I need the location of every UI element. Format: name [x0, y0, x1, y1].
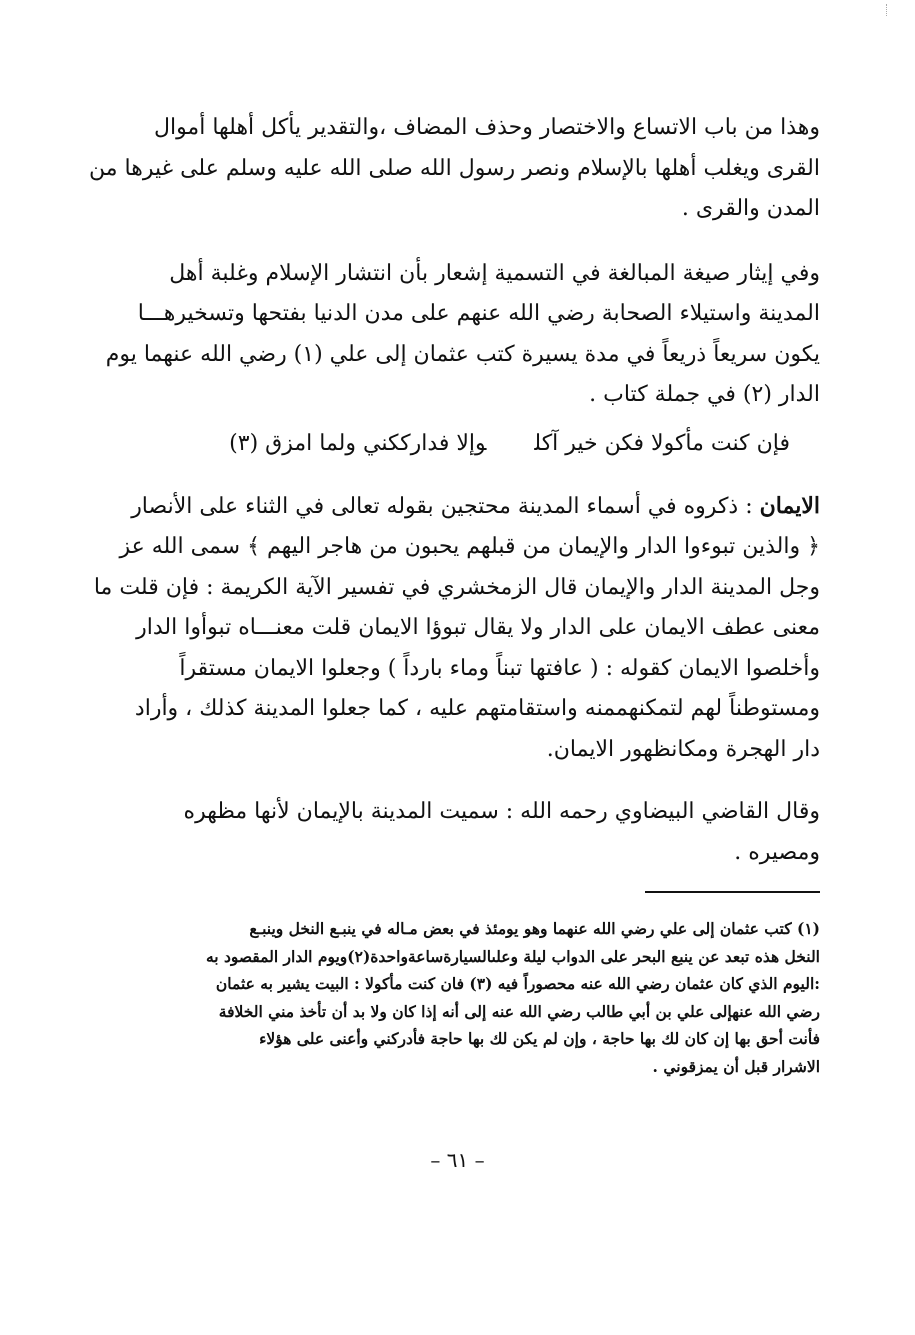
text-run: : ذكروه في أسماء المدينة محتجين بقوله تعالى في الثناء على الأنصار — [131, 493, 753, 519]
text-line: دار الهجرة ومكانظهور الايمان. — [546, 736, 820, 762]
text-line: وفي إيثار صيغة المبالغة في التسمية إشعار بأن انتشار الإسلام وغلبة أهل — [169, 260, 820, 286]
paragraph-iman — [93, 486, 820, 771]
text-line: وأخلصوا الايمان كقوله : ( عافتها تبناً وماء بارداً ) وجعلوا الايمان مستقراً — [179, 655, 820, 681]
text-line — [128, 486, 820, 528]
text-line: المدينة واستيلاء الصحابة رضي الله عنهم على مدن الدنيا بفتحها وتسخيرهـــا — [137, 301, 820, 326]
text-line: المدن والقرى . — [681, 196, 820, 221]
section-keyword: الايمان — [759, 492, 820, 519]
footnotes — [128, 915, 820, 1080]
text-line: وجل المدينة الدار والإيمان قال الزمخشري في تفسير الآية الكريمة : فإن قلت ما — [93, 574, 820, 600]
paragraph-5 — [128, 792, 820, 873]
footnote-separator — [645, 891, 820, 893]
page-number: – ٦١ – — [430, 1148, 485, 1172]
text-line: وهذا من باب الاتساع والاختصار وحذف المضاف ،والتقدير يأكل أهلها أموال — [153, 115, 820, 140]
text-line: ومستوطناً لهم لتمكنهممنه واستقامتهم عليه ، كما جعلوا المدينة كذلك ، وأراد — [134, 696, 820, 721]
scan-mark — [883, 4, 887, 16]
text-line: ومصيره . — [734, 839, 820, 865]
footnote-line: :اليوم الذي كان عثمان رضي الله عنه محصوراً فيه (٣) فان كنت مأكولا : البيت يشير به عثمان — [215, 974, 820, 993]
footnote-line: الاشرار قبل أن يمزقوني . — [652, 1056, 820, 1076]
text-line: ﴿ والذين تبوءوا الدار والإيمان من قبلهم يحبون من هاجر اليهم ﴾ سمى الله عز — [119, 534, 820, 559]
text-line: يكون سريعاً ذريعاً في مدة يسيرة كتب عثمان إلى علي (١) رضي الله عنهما يوم — [105, 341, 820, 367]
poetry-verse — [128, 424, 820, 464]
footnote-line: رضي الله عنهإلى علي بن أبي طالب رضي الله عنه إلى أنه إذا كان ولا بد أن تأخذ مني الخلافة — [218, 1001, 820, 1021]
footnote-line: (١) كتب عثمان إلى علي رضي الله عنهما وهو يومئذ في بعض مـاله في ينبـع النخل وينبـع — [249, 919, 820, 938]
verse-hemistich-1: فإن كنت مأكولا فكن خير آكل — [534, 430, 790, 456]
text-line: وقال القاضي البيضاوي رحمه الله : سميت المدينة بالإيمان لأنها مظهره — [183, 799, 820, 824]
paragraph-1 — [88, 108, 820, 230]
text-line: الدار (٢) في جملة كتاب . — [589, 382, 820, 407]
footnote-line: النخل هذه تبعد عن ينبع البحر على الدواب ليلة وعلىالسيارةساعةواحدة(٢)ويوم الدار المقصود به — [205, 946, 820, 966]
text-line: معنى عطف الايمان على الدار ولا يقال تبوؤا الايمان قلت معنـــاه تبوأوا الدار — [136, 615, 820, 640]
text-line: القرى ويغلب أهلها بالإسلام ونصر رسول الله صلى الله عليه وسلم على غيرها من — [88, 155, 820, 181]
verse-hemistich-2: وإلا فدارككني ولما امزق (٣) — [229, 430, 487, 456]
footnote-line: فأنت أحق بها إن كان لك بها حاجة ، وإن لم يكن لك بها حاجة فأدركني وأعنى على هؤلاء — [259, 1029, 820, 1048]
paragraph-2 — [105, 254, 820, 416]
